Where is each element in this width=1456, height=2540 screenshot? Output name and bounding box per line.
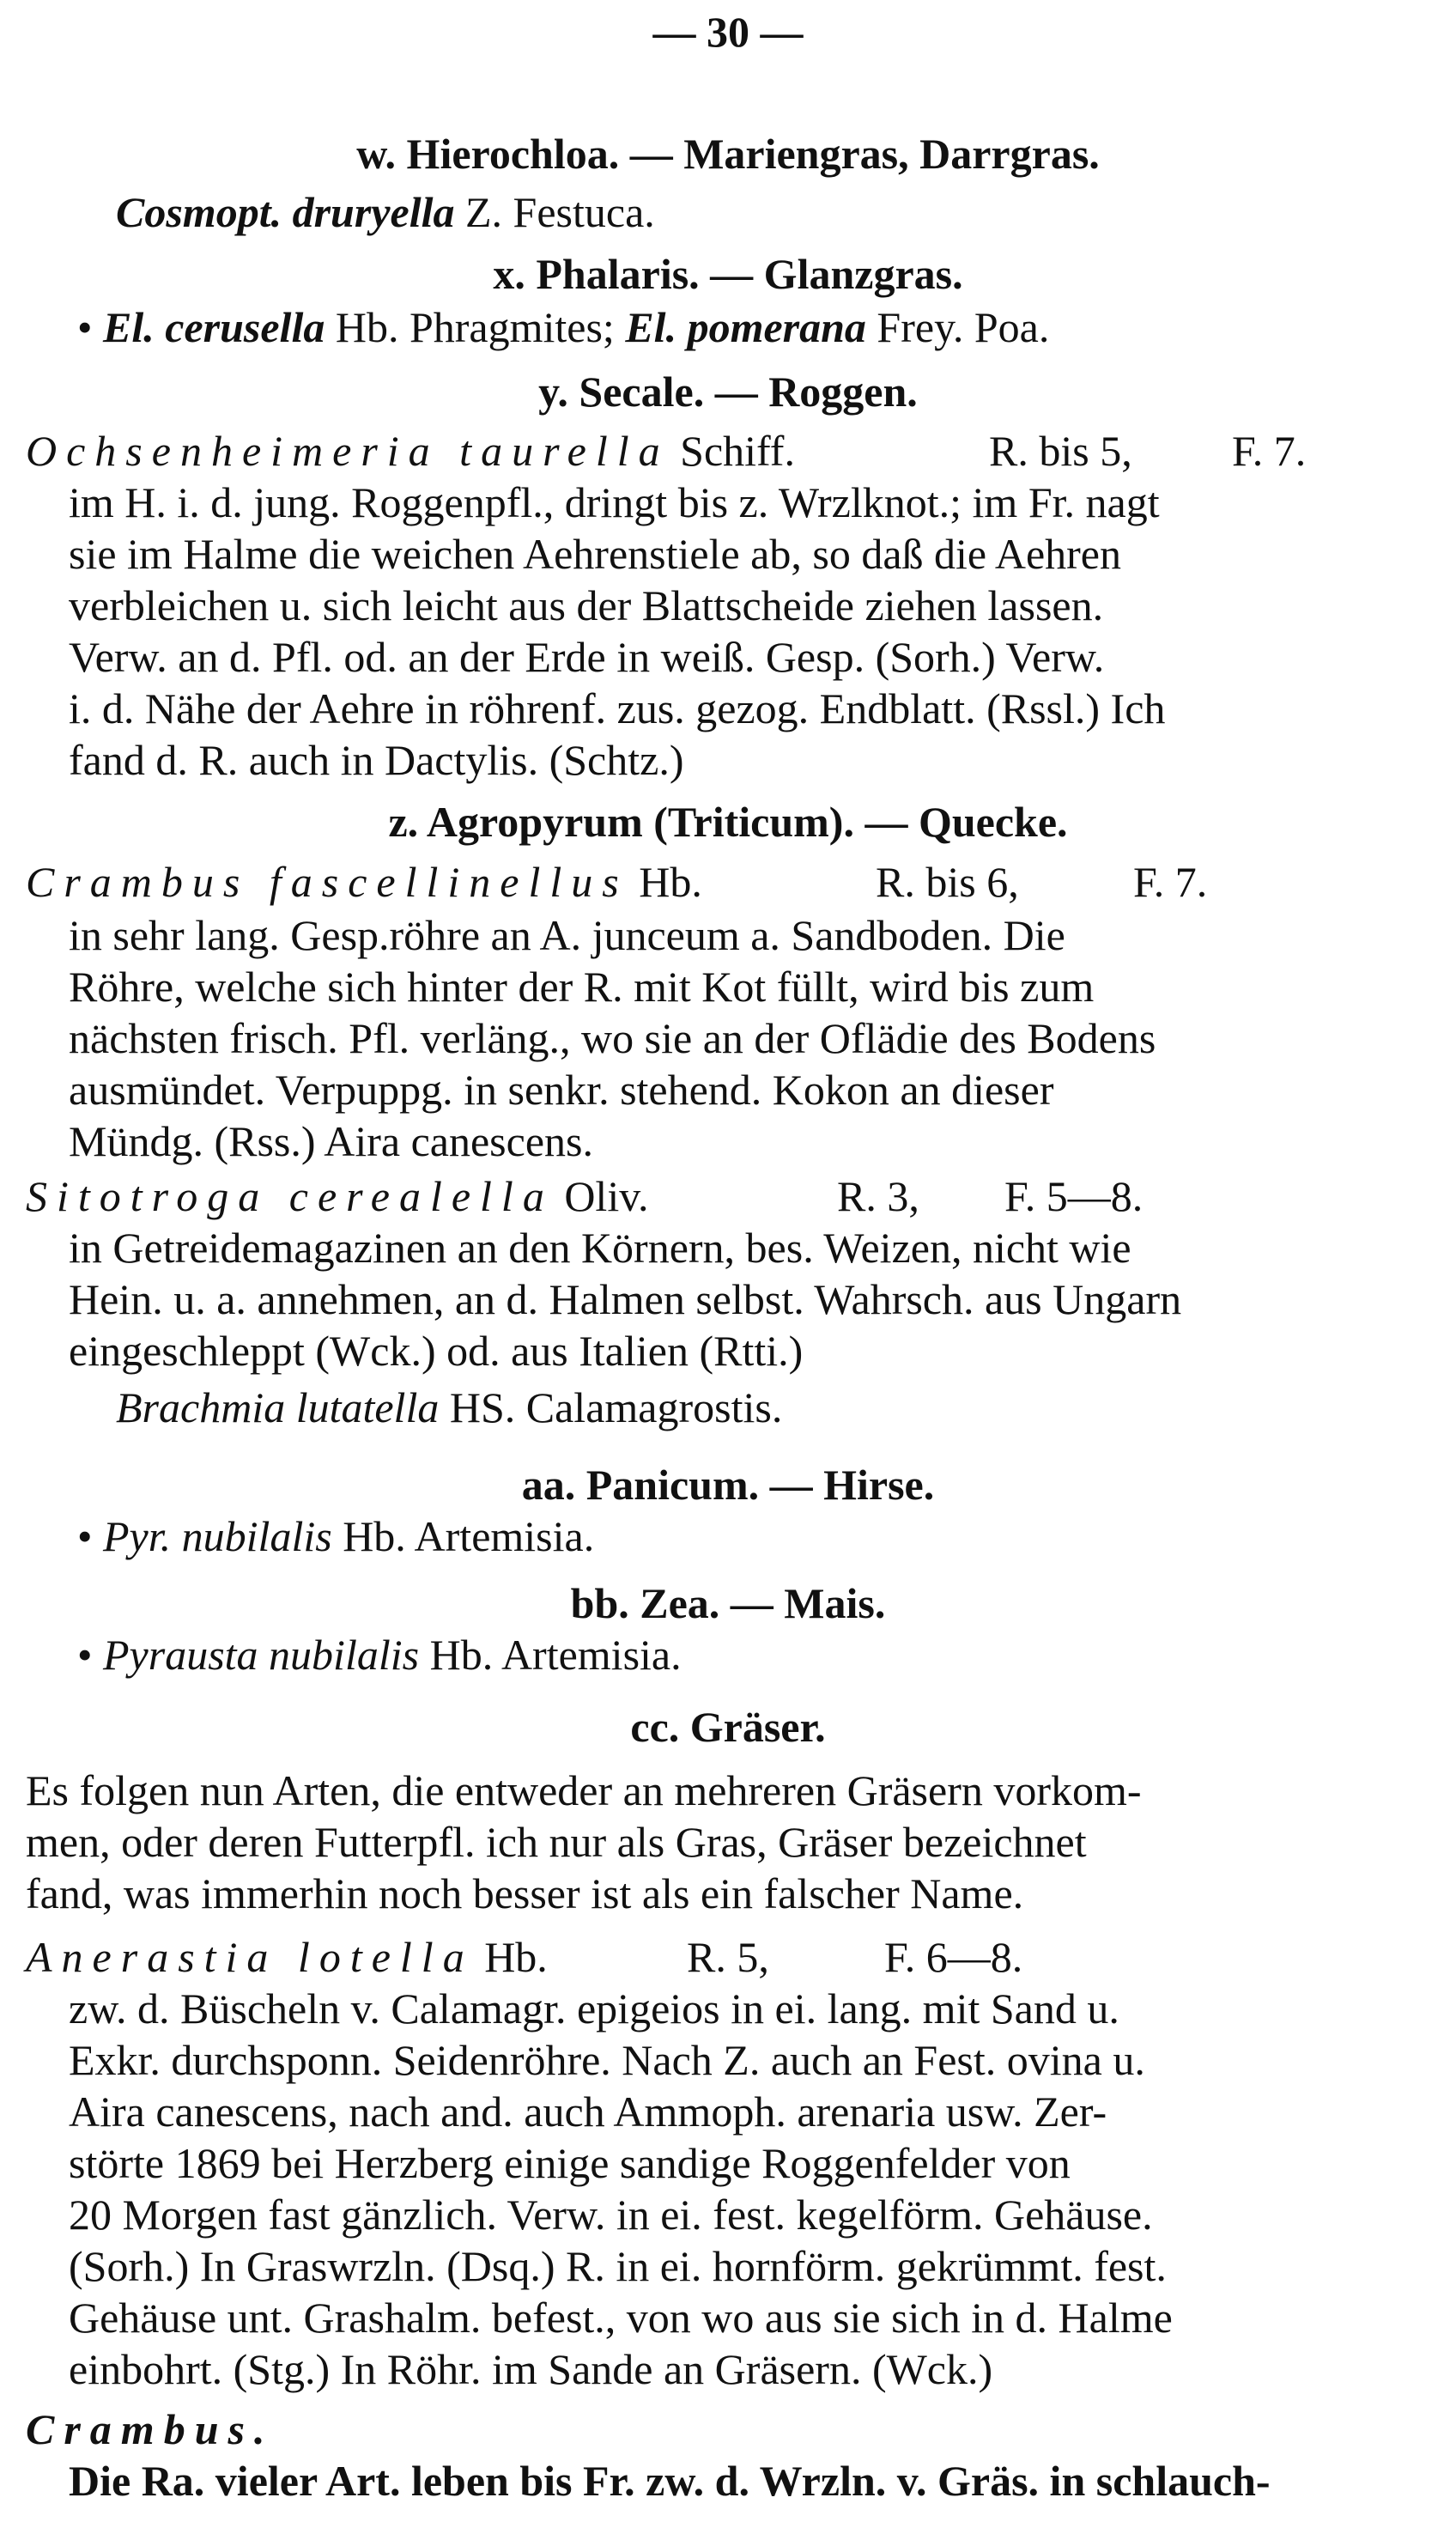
text-line: i. d. Nähe der Aehre in röhrenf. zus. gezog. Endblatt. (Rssl.) Ich <box>69 684 1166 732</box>
section-heading-zea: bb. Zea. — Mais. <box>570 1579 886 1627</box>
text-line: in Getreidemagazinen an den Körnern, bes. Weizen, nicht wie <box>69 1224 1131 1272</box>
section-heading-phalaris: x. Phalaris. — Glanzgras. <box>493 250 963 298</box>
text-line: Exkr. durchsponn. Seidenröhre. Nach Z. auch an Fest. ovina u. <box>69 2036 1145 2084</box>
species-rest: Hb. Artemisia. <box>331 1512 595 1560</box>
text-line: Hein. u. a. annehmen, an d. Halmen selbst. Wahrsch. aus Ungarn <box>69 1275 1182 1323</box>
text-line: Röhre, welche sich hinter der R. mit Kot füllt, wird bis zum <box>69 963 1095 1011</box>
section-heading-graeser: cc. Gräser. <box>630 1703 826 1751</box>
entry-pyr-nubilalis <box>77 1511 594 1561</box>
text-line: 20 Morgen fast gänzlich. Verw. in ei. fest. kegelförm. Gehäuse. <box>69 2191 1153 2239</box>
species-rest: Z. Festuca. <box>454 188 655 236</box>
species-rest: Frey. Poa. <box>865 303 1050 351</box>
species-name: Crambus fascellinellus <box>26 858 628 906</box>
moth-period: F. 6—8. <box>884 1933 1023 1981</box>
text-line: einbohrt. (Stg.) In Röhr. im Sande an Gräsern. (Wck.) <box>69 2345 993 2393</box>
species-name: Anerastia lotella <box>26 1933 474 1981</box>
moth-period: F. 7. <box>1232 427 1307 475</box>
text-line: (Sorh.) In Graswrzln. (Dsq.) R. in ei. hornförm. gekrümmt. fest. <box>69 2242 1167 2290</box>
larva-period: R. bis 6, <box>876 858 1019 906</box>
text-line: verbleichen u. sich leicht aus der Blattscheide ziehen lassen. <box>69 581 1104 629</box>
species-header-sitotroga <box>26 1171 648 1221</box>
entry-pyrausta-nubilalis <box>77 1630 682 1680</box>
species-author: Hb. <box>628 858 702 906</box>
section-heading-agropyrum: z. Agropyrum (Triticum). — Quecke. <box>388 798 1068 846</box>
species-rest: Hb. Phragmites; <box>325 303 626 351</box>
species-header-crambus: Crambus. <box>26 2405 275 2453</box>
species-rest: Hb. Artemisia. <box>419 1631 682 1679</box>
text-line: eingeschleppt (Wck.) od. aus Italien (Rtti.) <box>69 1327 804 1375</box>
species-name: Pyrausta nubilalis <box>103 1631 420 1679</box>
species-name: El. pomerana <box>625 303 866 351</box>
species-name: Brachmia lutatella <box>116 1383 440 1431</box>
moth-period: F. 7. <box>1133 858 1208 906</box>
text-line: Die Ra. vieler Art. leben bis Fr. zw. d. Wrzln. v. Gräs. in schlauch- <box>69 2457 1271 2505</box>
page-number: — 30 — <box>652 8 804 56</box>
species-author: Oliv. <box>553 1172 649 1220</box>
text-line: störte 1869 bei Herzberg einige sandige Roggenfelder von <box>69 2139 1071 2187</box>
section-heading-panicum: aa. Panicum. — Hirse. <box>521 1461 935 1509</box>
species-name: El. cerusella <box>103 303 325 351</box>
text-line: fand, was immerhin noch besser ist als ein falscher Name. <box>26 1869 1024 1917</box>
text-line: Aira canescens, nach and. auch Ammoph. arenaria usw. Zer- <box>69 2087 1107 2136</box>
bullet: • <box>77 303 93 351</box>
species-name: Pyr. nubilalis <box>103 1512 332 1560</box>
section-heading-hierochloa: w. Hierochloa. — Mariengras, Darrgras. <box>356 130 1100 178</box>
text-line: zw. d. Büscheln v. Calamagr. epigeios in ei. lang. mit Sand u. <box>69 1984 1119 2033</box>
entry-cosmopt-druryella <box>116 187 655 237</box>
species-header-ochsenheimeria <box>26 426 795 476</box>
text-line: Gehäuse unt. Grashalm. befest., von wo aus sie sich in d. Halme <box>69 2294 1173 2342</box>
text-line: im H. i. d. jung. Roggenpfl., dringt bis z. Wrzlknot.; im Fr. nagt <box>69 478 1160 526</box>
larva-period: R. 5, <box>687 1933 769 1981</box>
text-line: sie im Halme die weichen Aehrenstiele ab, so daß die Aehren <box>69 530 1121 578</box>
larva-period: R. 3, <box>837 1172 919 1220</box>
section-heading-secale: y. Secale. — Roggen. <box>538 368 918 416</box>
bullet: • <box>77 1512 93 1560</box>
species-author: Schiff. <box>669 427 795 475</box>
text-line: Es folgen nun Arten, die entweder an mehreren Gräsern vorkom- <box>26 1766 1142 1814</box>
bullet: • <box>77 1631 93 1679</box>
text-line: Verw. an d. Pfl. od. an der Erde in weiß. Gesp. (Sorh.) Verw. <box>69 633 1105 681</box>
species-header-anerastia <box>26 1932 548 1982</box>
text-line: Mündg. (Rss.) Aira canescens. <box>69 1117 593 1165</box>
text-line: ausmündet. Verpuppg. in senkr. stehend. Kokon an dieser <box>69 1066 1054 1114</box>
text-line: fand d. R. auch in Dactylis. (Schtz.) <box>69 736 684 784</box>
text-line: men, oder deren Futterpfl. ich nur als Gras, Gräser bezeichnet <box>26 1818 1087 1866</box>
moth-period: F. 5—8. <box>1004 1172 1144 1220</box>
larva-period: R. bis 5, <box>989 427 1132 475</box>
text-line: in sehr lang. Gesp.röhre an A. junceum a. Sandboden. Die <box>69 911 1065 959</box>
species-name: Cosmopt. druryella <box>116 188 455 236</box>
text-line: nächsten frisch. Pfl. verläng., wo sie an der Oflädie des Bodens <box>69 1014 1156 1062</box>
species-rest: HS. Calamagrostis. <box>439 1383 783 1431</box>
species-name: Ochsenheimeria taurella <box>26 427 670 475</box>
entry-el-cerusella <box>77 302 1049 352</box>
entry-brachmia-lutatella <box>116 1382 782 1432</box>
species-header-crambus-fascellinellus <box>26 857 702 907</box>
species-name: Sitotroga cerealella <box>26 1172 554 1220</box>
species-author: Hb. <box>473 1933 548 1981</box>
